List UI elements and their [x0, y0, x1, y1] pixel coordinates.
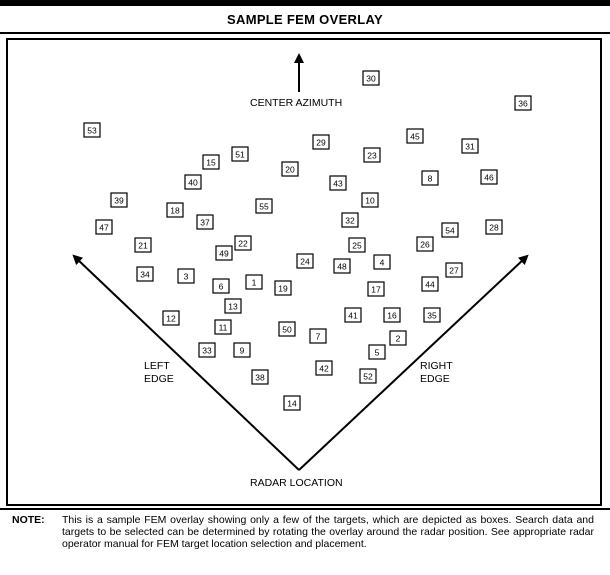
target-box — [364, 148, 380, 162]
target-number: 16 — [387, 310, 397, 321]
target-box — [203, 155, 219, 169]
target-number: 3 — [183, 271, 189, 282]
target-number: 6 — [218, 281, 224, 292]
target-box — [345, 308, 361, 322]
target-box — [481, 170, 497, 184]
target-box — [185, 175, 201, 189]
right-edge-label-line1: RIGHT — [420, 360, 453, 372]
target-number: 35 — [427, 310, 437, 321]
target-number: 12 — [166, 313, 176, 324]
target-box — [163, 311, 179, 325]
target-box — [407, 129, 423, 143]
target-number: 51 — [235, 149, 245, 160]
target-box — [256, 199, 272, 213]
target-number: 11 — [218, 322, 228, 333]
target-number: 44 — [425, 279, 435, 290]
target-number: 41 — [348, 310, 358, 321]
target-number: 28 — [489, 222, 499, 233]
target-number: 55 — [259, 201, 269, 212]
target-box — [313, 135, 329, 149]
target-number: 46 — [484, 172, 494, 183]
target-box — [342, 213, 358, 227]
target-box — [334, 259, 350, 273]
target-number: 36 — [518, 98, 528, 109]
target-number: 37 — [200, 217, 210, 228]
target-number: 5 — [374, 347, 380, 358]
target-number: 34 — [140, 269, 150, 280]
target-number: 30 — [366, 73, 376, 84]
target-box — [167, 203, 183, 217]
target-number: 1 — [251, 277, 257, 288]
right-edge-arrow — [299, 258, 525, 470]
target-number: 13 — [228, 301, 238, 312]
target-box — [349, 238, 365, 252]
target-number: 20 — [285, 164, 295, 175]
target-box — [197, 215, 213, 229]
target-number: 24 — [300, 256, 310, 267]
target-number: 7 — [315, 331, 321, 342]
target-box — [216, 246, 232, 260]
target-number: 49 — [219, 248, 229, 259]
target-number: 10 — [365, 195, 375, 206]
target-number: 45 — [410, 131, 420, 142]
target-box — [363, 71, 379, 85]
target-box — [368, 282, 384, 296]
target-number: 26 — [420, 239, 430, 250]
target-box — [215, 320, 231, 334]
target-box — [252, 370, 268, 384]
target-number: 9 — [239, 345, 245, 356]
center-azimuth-label: CENTER AZIMUTH — [250, 97, 343, 109]
target-box — [330, 176, 346, 190]
target-box — [486, 220, 502, 234]
target-number: 33 — [202, 345, 212, 356]
target-box — [316, 361, 332, 375]
target-box — [199, 343, 215, 357]
target-box — [362, 193, 378, 207]
target-box — [232, 147, 248, 161]
target-number: 42 — [319, 363, 329, 374]
note-text: This is a sample FEM overlay showing only a few of the targets, which are depicted as boxes. Search data and targets to be selected can be determined by rotating the overlay around the radar position. See appropriate radar operator manual for FEM target location selection and placement. — [62, 514, 594, 550]
target-box — [135, 238, 151, 252]
target-box — [234, 343, 250, 357]
target-box — [462, 139, 478, 153]
target-box — [310, 329, 326, 343]
target-box — [284, 396, 300, 410]
target-number: 2 — [395, 333, 401, 344]
target-box — [96, 220, 112, 234]
target-number: 43 — [333, 178, 343, 189]
target-number: 15 — [206, 157, 216, 168]
radar-location-label: RADAR LOCATION — [250, 477, 343, 489]
target-number: 31 — [465, 141, 475, 152]
target-number: 38 — [255, 372, 265, 383]
target-box — [442, 223, 458, 237]
target-number: 40 — [188, 177, 198, 188]
target-number: 39 — [114, 195, 124, 206]
target-number: 4 — [379, 257, 385, 268]
target-number: 19 — [278, 283, 288, 294]
target-number: 23 — [367, 150, 377, 161]
target-number: 21 — [138, 240, 148, 251]
target-number: 53 — [87, 125, 97, 136]
target-box — [279, 322, 295, 336]
target-box — [422, 171, 438, 185]
left-edge-label-line1: LEFT — [144, 360, 170, 372]
target-box — [384, 308, 400, 322]
target-number: 52 — [363, 371, 373, 382]
target-box — [390, 331, 406, 345]
target-number: 47 — [99, 222, 109, 233]
target-box — [374, 255, 390, 269]
target-number: 18 — [170, 205, 180, 216]
target-box — [178, 269, 194, 283]
target-box — [360, 369, 376, 383]
target-box — [424, 308, 440, 322]
right-edge-label-line2: EDGE — [420, 373, 450, 385]
target-box — [282, 162, 298, 176]
target-number: 54 — [445, 225, 455, 236]
target-box — [417, 237, 433, 251]
target-box — [297, 254, 313, 268]
target-number: 17 — [371, 284, 381, 295]
left-edge-label-line2: EDGE — [144, 373, 174, 385]
target-box — [84, 123, 100, 137]
target-box — [235, 236, 251, 250]
target-box — [111, 193, 127, 207]
target-number: 25 — [352, 240, 362, 251]
target-box — [369, 345, 385, 359]
left-edge-arrow — [76, 258, 299, 470]
target-number: 8 — [427, 173, 433, 184]
target-box — [137, 267, 153, 281]
page-title: SAMPLE FEM OVERLAY — [227, 12, 383, 27]
target-number: 29 — [316, 137, 326, 148]
target-number: 27 — [449, 265, 459, 276]
target-box — [213, 279, 229, 293]
target-box — [225, 299, 241, 313]
target-number: 48 — [337, 261, 347, 272]
target-number: 50 — [282, 324, 292, 335]
target-number: 14 — [287, 398, 297, 409]
target-number: 32 — [345, 215, 355, 226]
target-box — [446, 263, 462, 277]
target-box — [275, 281, 291, 295]
target-box — [246, 275, 262, 289]
target-box — [515, 96, 531, 110]
target-box — [422, 277, 438, 291]
note-label: NOTE: — [12, 514, 45, 526]
target-number: 22 — [238, 238, 248, 249]
